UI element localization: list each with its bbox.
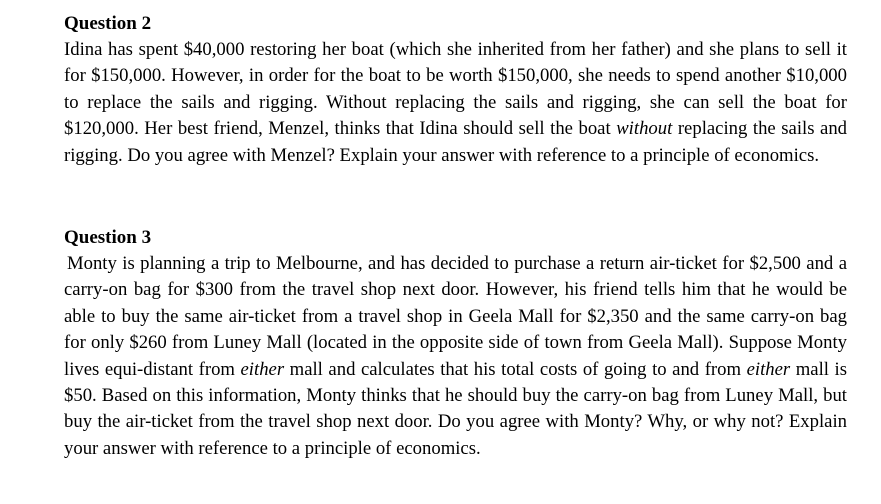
question-3-emphasis-either-1: either [240,358,285,380]
question-3-title: Question 3 [64,227,152,248]
question-3-body [64,251,847,462]
question-2 [64,11,847,169]
question-2-title: Question 2 [64,13,152,34]
question-3-text-part-1: Monty is planning a trip to Melbourne, and has decided to purchase a return air-ticket for $2,500 and a carry-on bag for $300 from the travel shop next door. However, his friend tells him that he would be able to buy the same air-ticket from a travel shop in Geela Mall for $2,350 and the same carry-on bag for only $260 from Luney Mall (located in the opposite side of town from Geela Mall). Suppose Monty lives equi-distant from [64,253,847,380]
question-3-text-part-3: mall is $50. Based on this information, Monty thinks that he should buy the carry-on bag from Luney Mall, but buy the air-ticket from the travel shop next door. Do you agree with Monty? Why, or why not? Explain your answer with reference to a principle of economics. [64,358,847,459]
question-3 [64,225,847,462]
question-2-text-part-1: Idina has spent $40,000 restoring her boat (which she inherited from her father) and she plans to sell it for $150,000. However, in order for the boat to be worth $150,000, she needs to spend another $10,000 to replace the sails and rigging. Without replacing the sails and rigging, she can sell the boat for $120,000. Her best friend, Menzel, thinks that Idina should sell the boat [64,39,847,140]
question-3-text-part-2: mall and calculates that his total costs of going to and from [284,358,747,380]
question-2-text-part-2: replacing the sails and rigging. Do you agree with Menzel? Explain your answer with reference to a principle of economics. [64,118,848,166]
question-2-emphasis-without: without [616,118,673,140]
question-3-emphasis-either-2: either [746,358,791,380]
question-2-body [64,37,847,169]
